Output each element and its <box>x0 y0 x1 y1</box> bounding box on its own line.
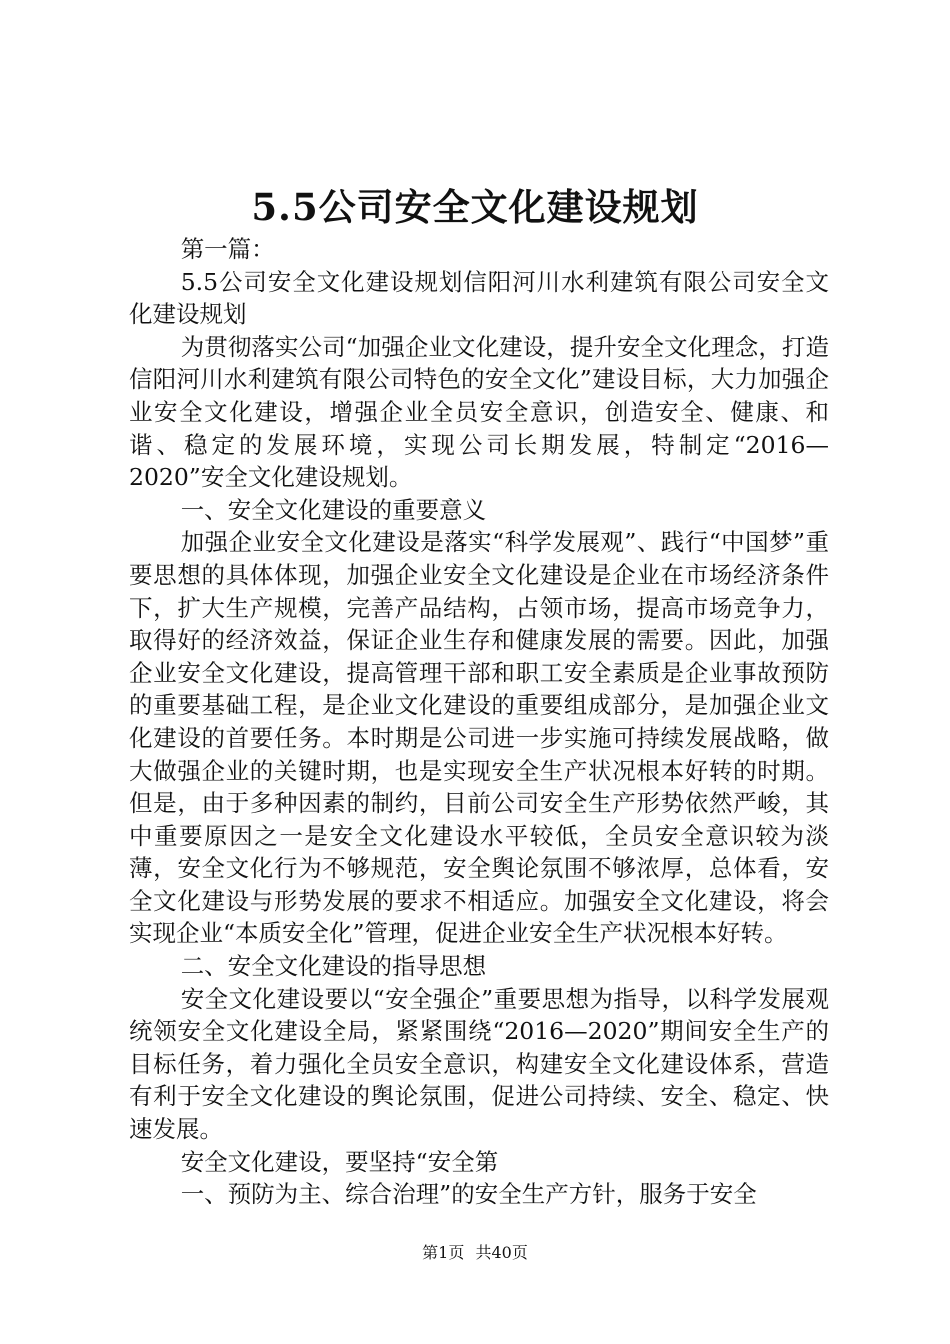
paragraph-intro: 为贯彻落实公司“加强企业文化建设，提升安全文化理念，打造信阳河川水利建筑有限公司特色的安全文化”建设目标，大力加强企业安全文化建设，增强企业全员安全意识，创造安全、健康、和谐、稳定的发展环境，实现公司长期发展，特制定“2016—2020”安全文化建设规划。 <box>129 332 829 492</box>
section-heading-guiding-ideology: 二、安全文化建设的指导思想 <box>180 952 487 981</box>
page-total: 共40页 <box>475 1243 528 1262</box>
paragraph-subtitle: 5.5公司安全文化建设规划信阳河川水利建筑有限公司安全文化建设规划 <box>129 267 829 329</box>
section-heading-significance: 一、安全文化建设的重要意义 <box>180 495 487 524</box>
paragraph-guiding-ideology: 安全文化建设要以“安全强企”重要思想为指导，以科学发展观统领安全文化建设全局，紧紧围绕“2016—2020”期间安全生产的目标任务，着力强化全员安全意识，构建安全文化建设体系，营造有利于安全文化建设的舆论氛围，促进公司持续、安全、稳定、快速发展。 <box>129 984 829 1144</box>
document-body <box>129 233 829 1211</box>
paragraph-significance: 加强企业安全文化建设是落实“科学发展观”、践行“中国梦”重要思想的具体体现，加强企业安全文化建设是企业在市场经济条件下，扩大生产规模，完善产品结构，占领市场，提高市场竞争力，取得好的经济效益，保证企业生存和健康发展的需要。因此，加强企业安全文化建设，提高管理干部和职工安全素质是企业事故预防的重要基础工程，是企业文化建设的重要组成部分，是加强企业文化建设的首要任务。本时期是公司进一步实施可持续发展战略，做大做强企业的关键时期，也是实现安全生产状况根本好转的时期。但是，由于多种因素的制约，目前公司安全生产形势依然严峻，其中重要原因之一是安全文化建设水平较低，全员安全意识较为淡薄，安全文化行为不够规范，安全舆论氛围不够浓厚，总体看，安全文化建设与形势发展的要求不相适应。加强安全文化建设，将会实现企业“本质安全化”管理，促进企业安全生产状况根本好转。 <box>129 528 829 948</box>
document-title: 5.5公司安全文化建设规划 <box>251 185 699 229</box>
page-footer <box>0 1242 950 1264</box>
page-number: 第1页 <box>422 1243 465 1262</box>
paragraph-part-label: 第一篇： <box>180 235 275 263</box>
paragraph-principle-start: 安全文化建设，要坚持“安全第 <box>180 1147 499 1176</box>
paragraph-principle-continued: 一、预防为主、综合治理”的安全生产方针，服务于安全 <box>180 1180 757 1209</box>
